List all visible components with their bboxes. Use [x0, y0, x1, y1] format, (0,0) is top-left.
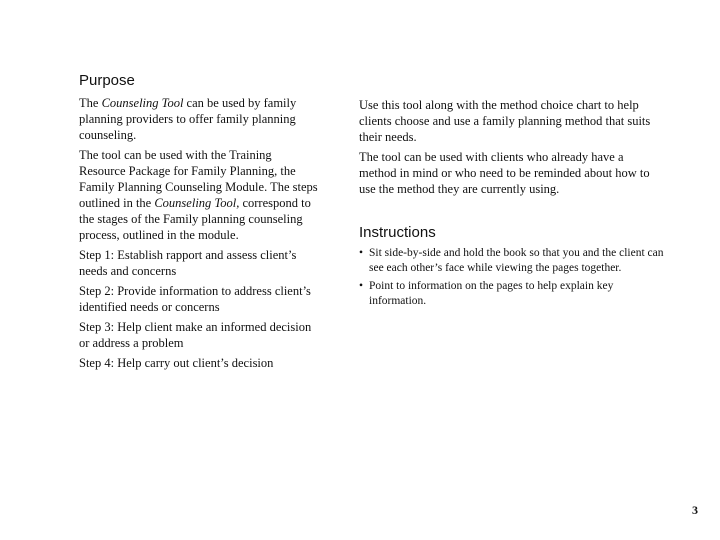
usage-paragraph-2: The tool can be used with clients who already have a method in mind or who need to be reminded about how to use the method they are currently using.	[359, 150, 650, 196]
page-number: 3	[692, 503, 698, 517]
bullet-icon: •	[359, 280, 364, 292]
step-3: Step 3: Help client make an informed decision or address a problem	[79, 320, 312, 350]
instructions-list-container	[359, 246, 664, 312]
instructions-list	[359, 246, 664, 309]
instructions-heading: Instructions	[359, 224, 436, 241]
right-column	[359, 97, 664, 201]
purpose-paragraph-2: The tool can be used with the Training Resource Package for Family Planning, the Family Planning Counseling Module. The steps outlined in the Counseling Tool, correspond to the stages of the Family planning counseling process, outlined in the module.	[79, 148, 318, 242]
instruction-item: • Sit side-by-side and hold the book so that you and the client can see each other’s face while viewing the pages together.	[359, 247, 664, 274]
instruction-item: • Point to information on the pages to help explain key information.	[359, 280, 614, 307]
counseling-tool-title: Counseling Tool	[101, 96, 184, 110]
usage-paragraph-1: Use this tool along with the method choice chart to help clients choose and use a family planning method that suits their needs.	[359, 98, 651, 144]
step-2: Step 2: Provide information to address client’s identified needs or concerns	[79, 284, 311, 314]
counseling-tool-title: Counseling Tool,	[154, 196, 240, 210]
bullet-icon: •	[359, 247, 364, 259]
left-column	[79, 95, 319, 375]
purpose-heading: Purpose	[79, 72, 135, 89]
step-4: Step 4: Help carry out client’s decision	[79, 356, 274, 370]
purpose-paragraph-1: The Counseling Tool can be used by family planning providers to offer family planning counseling.	[79, 96, 297, 142]
step-1: Step 1: Establish rapport and assess client’s needs and concerns	[79, 248, 297, 278]
